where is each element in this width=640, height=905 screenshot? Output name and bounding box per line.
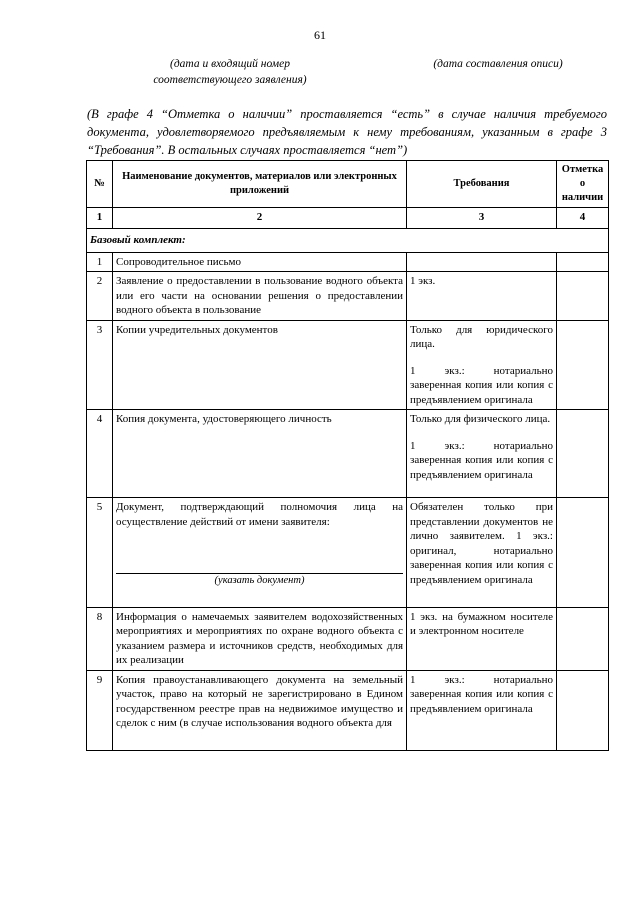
table-row	[87, 320, 609, 410]
header-requirements: Требования	[407, 161, 557, 208]
row-requirements	[407, 272, 557, 321]
document-name-text: Информация о намечаемых заявителем водохозяйственных мероприятиях и мероприятиях по охране водного объекта с указанием размера и источников средств, необходимых для их реализации	[116, 610, 403, 666]
section-title: Базовый комплект:	[87, 229, 609, 253]
requirement-text: 1 экз.	[410, 275, 436, 287]
instruction-note: (В графе 4 “Отметка о наличии” проставляется “есть” в случае наличия требуемого документа, удовлетворяемого предъявляемым к нему требованиям, указанным в графе 3 “Требования”. В остальных случаях проставляется “нет”)	[87, 107, 607, 157]
row-presence-mark[interactable]	[557, 670, 609, 750]
document-name-text: Сопроводительное письмо	[116, 255, 241, 268]
requirement-text: Только для юридического лица.	[410, 323, 553, 350]
row-presence-mark[interactable]	[557, 498, 609, 608]
document-name-text: Копия правоустанавливающего документа на земельный участок, право на который не зарегистрировано в Едином государственном реестре прав на недвижимое имущество и сделок с ним (в случае использования водного объекта для	[116, 673, 403, 729]
table-row	[87, 607, 609, 670]
requirement-text: 1 экз.: нотариально заверенная копия или копия с предъявлением оригинала	[410, 673, 553, 715]
row-requirements	[407, 670, 557, 750]
document-name-text: Заявление о предоставлении в пользование водного объекта или его части на основании решения о предоставлении водного объекта в пользование	[116, 275, 403, 316]
table-row	[87, 410, 609, 498]
row-index: 5	[87, 498, 113, 608]
section-row	[87, 229, 609, 253]
row-presence-mark[interactable]	[557, 607, 609, 670]
header-presence: Отметка о наличии	[557, 161, 609, 208]
column-number-row	[87, 208, 609, 229]
header-number: №	[87, 161, 113, 208]
row-document-name	[113, 252, 407, 272]
table-row	[87, 498, 609, 608]
row-index: 8	[87, 607, 113, 670]
header-name: Наименование документов, материалов или электронных приложений	[113, 161, 407, 208]
requirement-text: Обязателен только при представлении документов не лично заявителем. 1 экз.: оригинал, нотариально заверенная копия или копия с предъявлением оригинала	[410, 501, 553, 586]
row-presence-mark[interactable]	[557, 252, 609, 272]
row-document-name	[113, 498, 407, 608]
row-document-name	[113, 410, 407, 498]
document-name-text: Копии учредительных документов	[116, 323, 278, 336]
row-presence-mark[interactable]	[557, 410, 609, 498]
row-presence-mark[interactable]	[557, 320, 609, 410]
column-number: 1	[87, 208, 113, 229]
row-requirements	[407, 607, 557, 670]
fill-in-caption: (указать документ)	[214, 575, 305, 586]
row-requirements	[407, 498, 557, 608]
row-requirements	[407, 320, 557, 410]
row-document-name	[113, 272, 407, 321]
page-number: 61	[314, 28, 326, 42]
row-requirements	[407, 252, 557, 272]
table-row	[87, 272, 609, 321]
table-row	[87, 252, 609, 272]
document-name-text: Копия документа, удостоверяющего личность	[116, 413, 332, 425]
requirement-text: Только для физического лица.	[410, 413, 551, 425]
column-number: 2	[113, 208, 407, 229]
requirement-text: 1 экз. на бумажном носителе и электронном носителе	[410, 610, 553, 637]
table-row	[87, 670, 609, 750]
row-index: 3	[87, 320, 113, 410]
row-index: 2	[87, 272, 113, 321]
requirement-text: 1 экз.: нотариально заверенная копия или копия с предъявлением оригинала	[410, 364, 553, 406]
row-document-name	[113, 670, 407, 750]
row-index: 4	[87, 410, 113, 498]
row-requirements	[407, 410, 557, 498]
row-document-name	[113, 607, 407, 670]
requirement-text: 1 экз.: нотариально заверенная копия или копия с предъявлением оригинала	[410, 439, 553, 481]
caption-inventory-date: (дата составления описи)	[433, 58, 563, 70]
caption-application-date: (дата и входящий номер соответствующего заявления)	[153, 58, 307, 86]
column-number: 4	[557, 208, 609, 229]
row-index: 1	[87, 252, 113, 272]
row-document-name	[113, 320, 407, 410]
row-index: 9	[87, 670, 113, 750]
column-number: 3	[407, 208, 557, 229]
documents-table	[86, 160, 609, 751]
document-name-text: Документ, подтверждающий полномочия лица на осуществление действий от имени заявителя:	[116, 501, 403, 528]
row-presence-mark[interactable]	[557, 272, 609, 321]
